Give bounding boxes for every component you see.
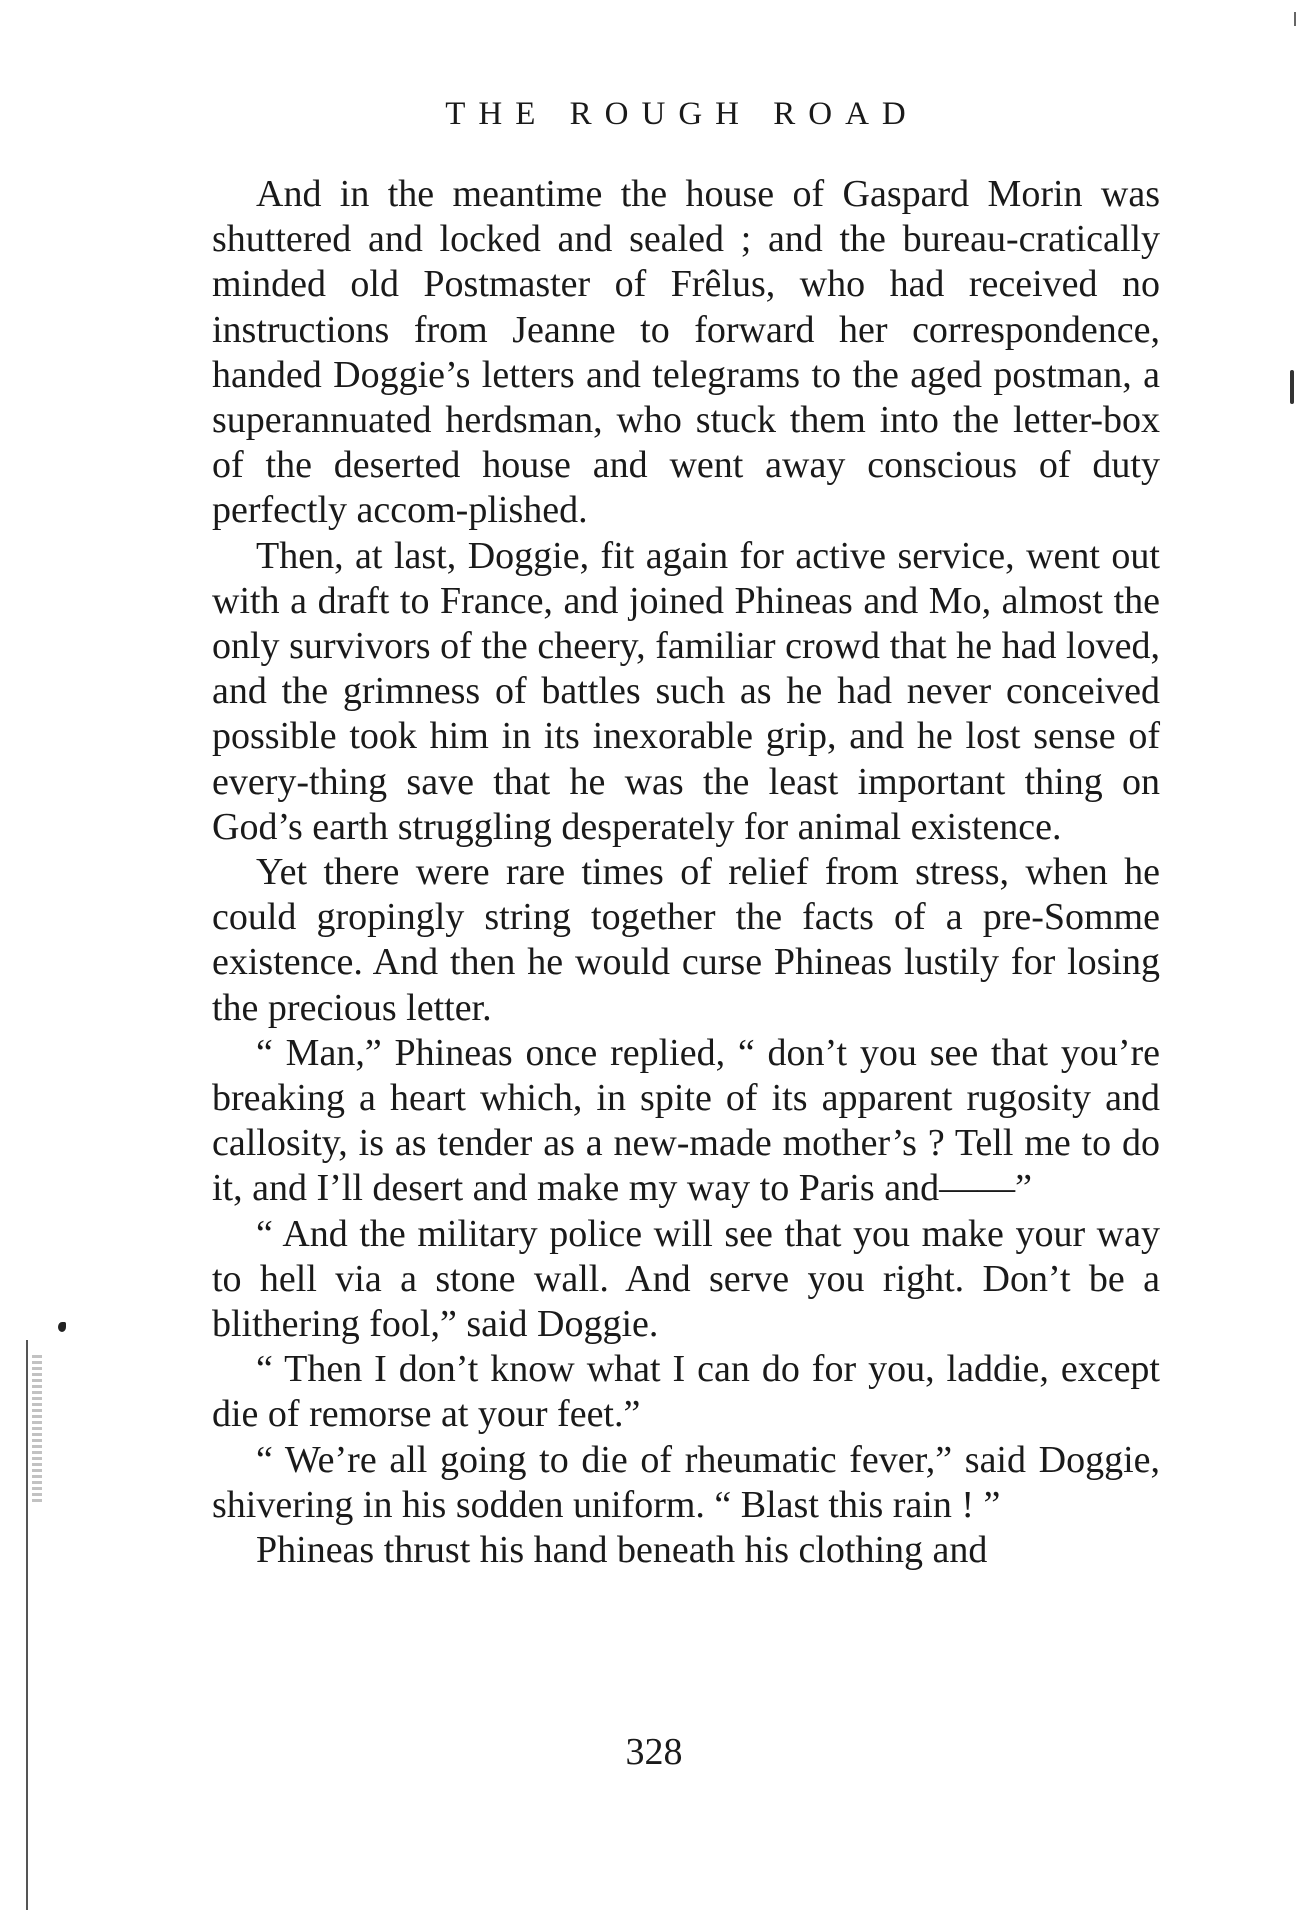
gutter-smudge (32, 1355, 42, 1505)
page-number: 328 (625, 1731, 683, 1773)
gutter-shadow-line (26, 1340, 28, 1910)
edge-tick (1294, 12, 1296, 26)
paragraph-1: And in the meantime the house of Gaspard Morin was shuttered and locked and sealed ; and the bureau-cratically minded old Postmaster of Frêlus, who had received no instructions from Jeanne to forward her correspondence, handed Doggie’s letters and telegrams to the aged postman, a superannuated herdsman, who stuck them into the letter-box of the deserted house and went away conscious of duty perfectly accom-plished. (212, 173, 1160, 532)
paragraph-3: Yet there were rare times of relief from stress, when he could gropingly string together the facts of a pre-Somme existence. And then he would curse Phineas lustily for losing the precious letter. (212, 851, 1160, 1029)
body-text (212, 172, 1160, 1573)
paragraph-8: Phineas thrust his hand beneath his clothing and (256, 1529, 988, 1572)
paragraph-7: “ We’re all going to die of rheumatic fever,” said Doggie, shivering in his sodden uniform. “ Blast this rain ! ” (212, 1438, 1160, 1526)
running-head: THE ROUGH ROAD (445, 96, 919, 132)
ink-speck (58, 1322, 66, 1332)
paragraph-2: Then, at last, Doggie, fit again for active service, went out with a draft to France, and joined Phineas and Mo, almost the only survivors of the cheery, familiar crowd that he had loved, and the grimness of battles such as he had never conceived possible took him in its inexorable grip, and he lost sense of every-thing save that he was the least important thing on God’s earth struggling desperately for animal existence. (212, 534, 1160, 848)
margin-mark (1290, 370, 1294, 404)
paragraph-4: “ Man,” Phineas once replied, “ don’t you see that you’re breaking a heart which, in spite of its apparent rugosity and callosity, is as tender as a new-made mother’s ? Tell me to do it, and I’ll desert and make my way to Paris and——” (212, 1031, 1160, 1210)
paragraph-6: “ Then I don’t know what I can do for you, laddie, except die of remorse at your feet.” (212, 1348, 1160, 1436)
paragraph-5: “ And the military police will see that you make your way to hell via a stone wall. And serve you right. Don’t be a blithering fool,” said Doggie. (212, 1212, 1160, 1346)
